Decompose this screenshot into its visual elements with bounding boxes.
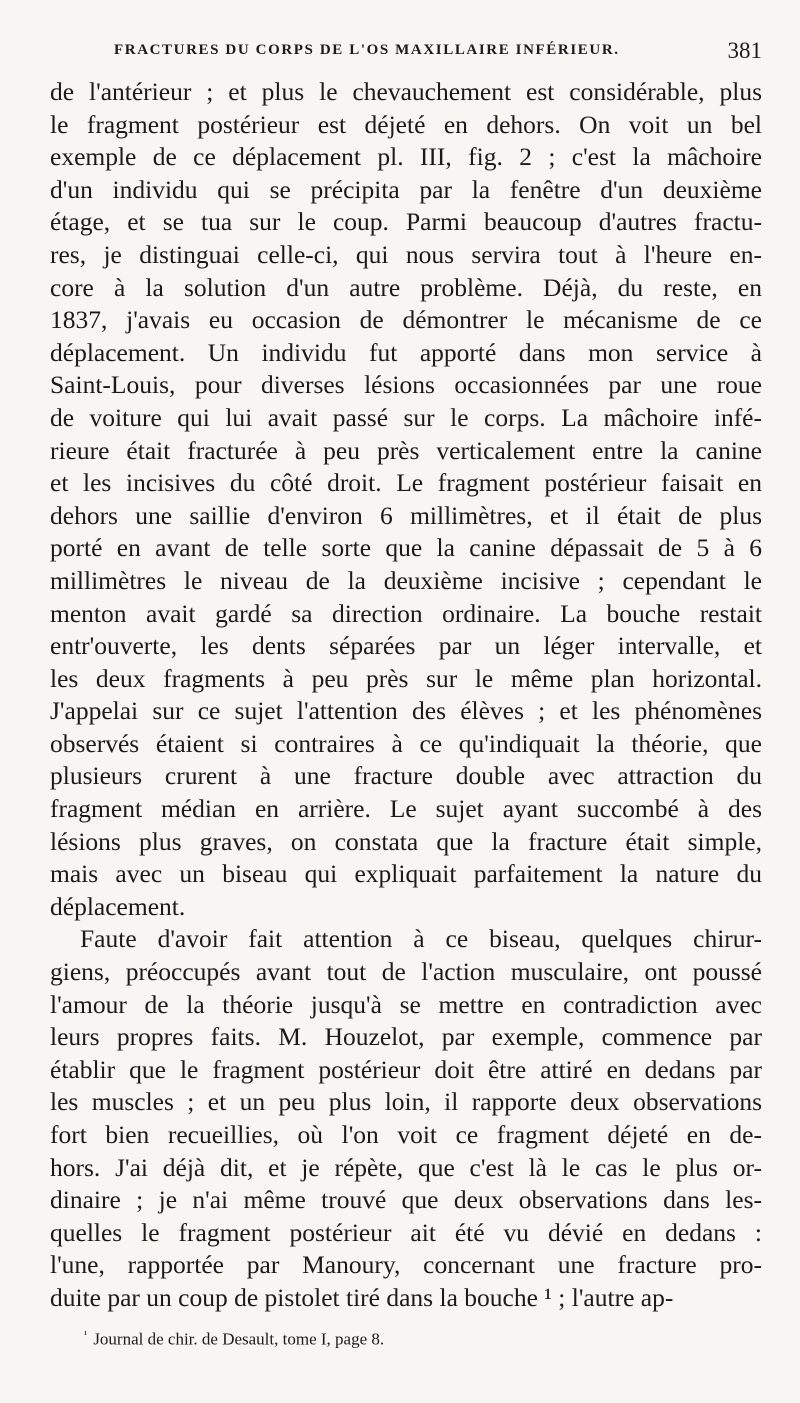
text-line: Saint-Louis, pour diverses lésions occasionnées par une roue	[50, 370, 762, 400]
text-line: les muscles ; et un peu plus loin, il rapporte deux observations	[50, 1087, 762, 1117]
text-line: fragment médian en arrière. Le sujet ayant succombé à des	[50, 794, 762, 824]
text-line: établir que le fragment postérieur doit être attiré en dedans par	[50, 1054, 762, 1084]
paragraph	[50, 76, 762, 923]
text-line: 1837, j'avais eu occasion de démontrer le mécanisme de ce	[50, 305, 762, 335]
text-line: res, je distinguai celle-ci, qui nous servira tout à l'heure en-	[50, 239, 762, 269]
text-line: le fragment postérieur est déjeté en dehors. On voit un bel	[50, 109, 762, 139]
text-line: déplacement.	[50, 891, 186, 921]
text-line: core à la solution d'un autre problème. Déjà, du reste, en	[50, 272, 762, 302]
text-line: déplacement. Un individu fut apporté dans mon service à	[50, 337, 762, 367]
text-line: millimètres le niveau de la deuxième incisive ; cependant le	[50, 565, 762, 595]
text-line: Faute d'avoir fait attention à ce biseau, quelques chirur-	[80, 924, 762, 954]
text-line: de voiture qui lui avait passé sur le corps. La mâchoire infé-	[50, 402, 762, 432]
text-line: giens, préoccupés avant tout de l'action musculaire, ont poussé	[50, 957, 762, 987]
page-number: 381	[727, 38, 762, 63]
text-line: l'une, rapportée par Manoury, concernant une fracture pro-	[50, 1250, 762, 1280]
text-line: rieure était fracturée à peu près verticalement entre la canine	[50, 435, 762, 465]
text-line: quelles le fragment postérieur ait été vu dévié en dedans :	[50, 1217, 762, 1247]
text-line: exemple de ce déplacement pl. III, fig. 2 ; c'est la mâchoire	[50, 142, 762, 172]
text-line: fort bien recueillies, où l'on voit ce fragment déjeté en de-	[50, 1120, 762, 1149]
page-header	[50, 38, 762, 72]
text-line: dehors une saillie d'environ 6 millimètres, et il était de plus	[50, 500, 762, 530]
text-line: d'un individu qui se précipita par la fenêtre d'un deuxième	[50, 174, 762, 204]
text-line: dinaire ; je n'ai même trouvé que deux observations dans les-	[50, 1185, 762, 1215]
footnote-mark: ¹	[84, 1328, 88, 1341]
footnote-text: Journal de chir. de Desault, tome I, page 8.	[93, 1329, 385, 1349]
text-line: leurs propres faits. M. Houzelot, par exemple, commence par	[50, 1022, 762, 1052]
text-line: étage, et se tua sur le coup. Parmi beaucoup d'autres fractu-	[50, 207, 762, 237]
text-line: J'appelai sur ce sujet l'attention des élèves ; et les phénomènes	[50, 696, 762, 726]
text-line: l'amour de la théorie jusqu'à se mettre en contradiction avec	[50, 989, 762, 1019]
text-line: et les incisives du côté droit. Le fragment postérieur faisait en	[50, 468, 762, 498]
footnote	[50, 1329, 762, 1350]
text-line: duite par un coup de pistolet tiré dans la bouche ¹ ; l'autre ap-	[50, 1282, 674, 1312]
paragraph	[50, 923, 762, 1314]
text-line: plusieurs crurent à une fracture double avec attraction du	[50, 761, 762, 791]
text-line: porté en avant de telle sorte que la canine dépassait de 5 à 6	[50, 533, 762, 563]
text-line: mais avec un biseau qui expliquait parfaitement la nature du	[50, 859, 762, 889]
text-line: lésions plus graves, on constata que la fracture était simple,	[50, 826, 762, 856]
text-line: hors. J'ai déjà dit, et je répète, que c'est là le cas le plus or-	[50, 1152, 762, 1182]
running-title: FRACTURES DU CORPS DE L'OS MAXILLAIRE INFÉRIEUR.	[114, 42, 620, 58]
body-text	[50, 76, 762, 1315]
text-line: les deux fragments à peu près sur le même plan horizontal.	[50, 663, 762, 693]
text-line: entr'ouverte, les dents séparées par un léger intervalle, et	[50, 631, 762, 661]
text-line: menton avait gardé sa direction ordinaire. La bouche restait	[50, 598, 762, 628]
text-line: de l'antérieur ; et plus le chevauchement est considérable, plus	[50, 77, 762, 106]
text-line: observés étaient si contraires à ce qu'indiquait la théorie, que	[50, 728, 762, 758]
